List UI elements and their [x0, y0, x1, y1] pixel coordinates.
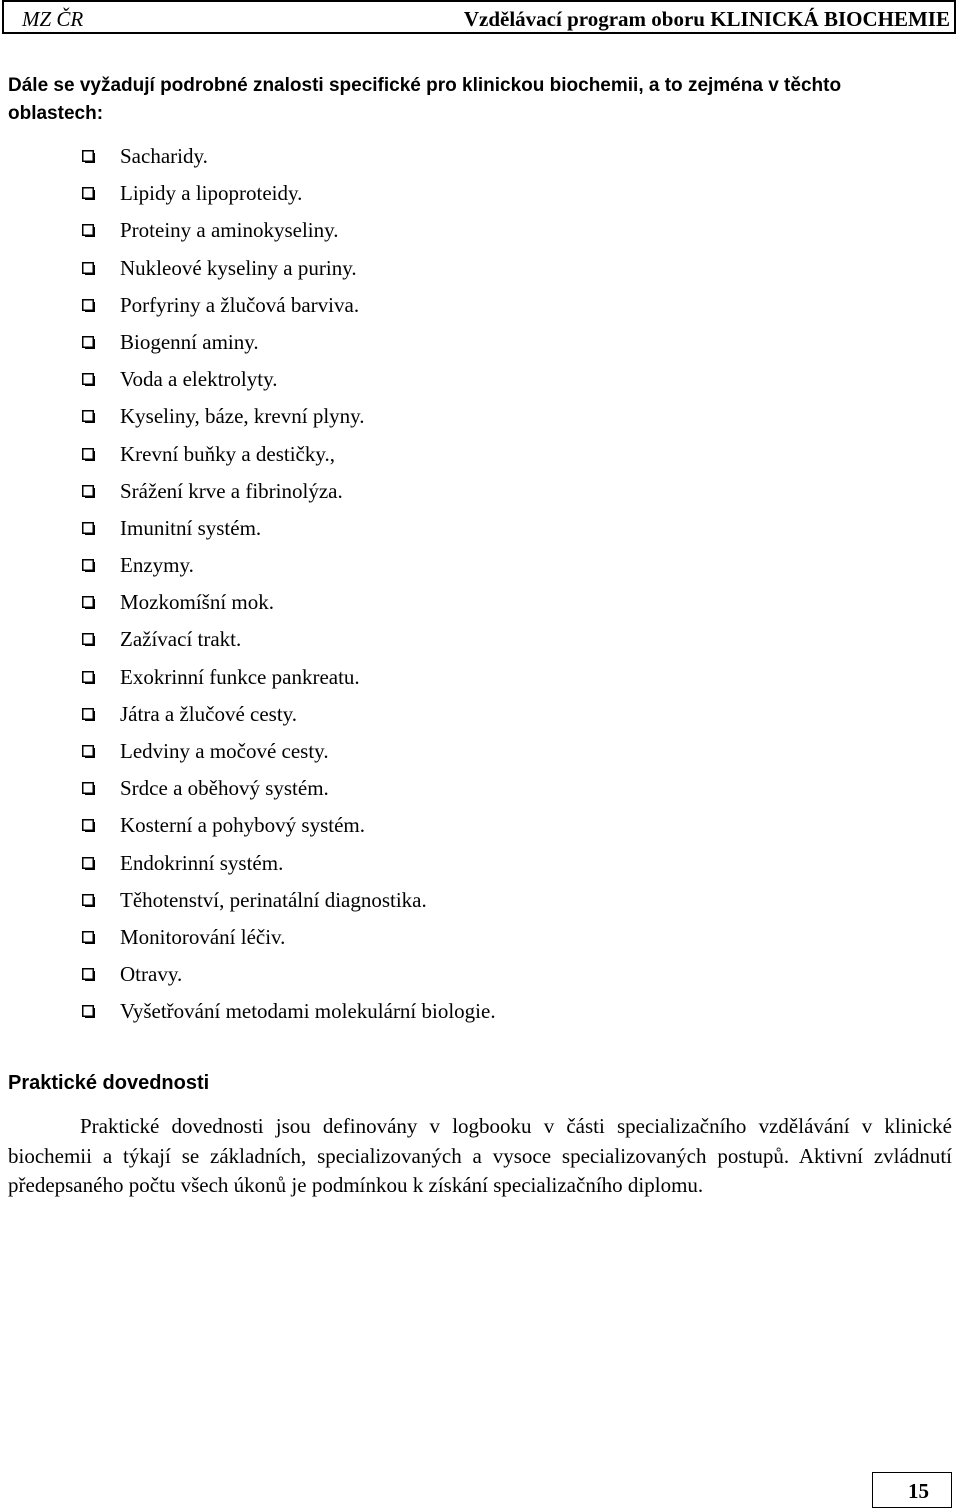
list-item-label: Zažívací trakt.: [120, 627, 242, 652]
checkbox-bullet-icon: [82, 410, 95, 423]
checkbox-bullet-icon: [82, 894, 95, 907]
checkbox-bullet-icon: [82, 559, 95, 572]
checkbox-bullet-icon: [82, 931, 95, 944]
list-item-label: Porfyriny a žlučová barviva.: [120, 292, 360, 317]
section-title: Praktické dovednosti: [8, 1072, 210, 1094]
page-header: [2, 0, 956, 34]
checkbox-bullet-icon: [82, 336, 95, 349]
list-item-label: Těhotenství, perinatální diagnostika.: [120, 887, 427, 912]
list-item-label: Srdce a oběhový systém.: [120, 776, 329, 801]
checkbox-bullet-icon: [82, 968, 95, 981]
list-item-label: Proteiny a aminokyseliny.: [120, 218, 339, 243]
checkbox-bullet-icon: [82, 224, 95, 237]
checkbox-bullet-icon: [82, 187, 95, 200]
list-item-label: Exokrinní funkce pankreatu.: [120, 664, 360, 689]
checkbox-bullet-icon: [82, 745, 95, 758]
list-item-label: Srážení krve a fibrinolýza.: [120, 478, 343, 503]
checkbox-bullet-icon: [82, 485, 95, 498]
checkbox-bullet-icon: [82, 1005, 95, 1018]
checkbox-bullet-icon: [82, 819, 95, 832]
checkbox-bullet-icon: [82, 262, 95, 275]
list-item-label: Biogenní aminy.: [120, 329, 259, 354]
header-left: MZ ČR: [22, 7, 84, 31]
list-item-label: Kosterní a pohybový systém.: [120, 813, 365, 838]
checkbox-bullet-icon: [82, 857, 95, 870]
list-item-label: Voda a elektrolyty.: [120, 367, 278, 392]
checkbox-bullet-icon: [82, 596, 95, 609]
list-item-label: Enzymy.: [120, 553, 194, 578]
list-item-label: Lipidy a lipoproteidy.: [120, 181, 303, 206]
page-number: 15: [872, 1472, 952, 1508]
list-item-label: Ledviny a močové cesty.: [120, 739, 329, 763]
header-right: Vzdělávací program oboru KLINICKÁ BIOCHEMIE: [463, 7, 950, 31]
checkbox-bullet-icon: [82, 448, 95, 461]
list-item-label: Monitorování léčiv.: [120, 924, 286, 949]
checkbox-bullet-icon: [82, 522, 95, 535]
list-item-label: Otravy.: [120, 962, 183, 987]
intro-paragraph: Dále se vyžadují podrobné znalosti specifické pro klinickou biochemii, a to zejména v těchto oblastech:: [8, 75, 842, 124]
list-item-label: Mozkomíšní mok.: [120, 590, 275, 615]
list-item-label: Sacharidy.: [120, 144, 208, 168]
checkbox-bullet-icon: [82, 373, 95, 386]
list-item-label: Imunitní systém.: [120, 515, 262, 540]
checkbox-bullet-icon: [82, 782, 95, 795]
checkbox-bullet-icon: [82, 299, 95, 312]
list-item-label: Krevní buňky a destičky.,: [120, 441, 336, 466]
list-item-label: Nukleové kyseliny a puriny.: [120, 255, 357, 280]
checkbox-bullet-icon: [82, 150, 95, 163]
checkbox-bullet-icon: [82, 671, 95, 684]
list-item-label: Kyseliny, báze, krevní plyny.: [120, 404, 365, 429]
list-item-label: Játra a žlučové cesty.: [120, 701, 298, 726]
checkbox-bullet-icon: [82, 633, 95, 646]
checkbox-bullet-icon: [82, 708, 95, 721]
list-item-label: Endokrinní systém.: [120, 850, 284, 875]
list-item-label: Vyšetřování metodami molekulární biologie.: [120, 999, 496, 1024]
body-paragraph: Praktické dovednosti jsou definovány v logbooku v části specializačního vzdělávání v klinické biochemii a týkají se základních, specializovaných a vysoce specializovaných postupů. Aktivní zvládnutí předepsaného počtu všech úkonů je podmínkou k získání specializačního diplomu.: [8, 1114, 952, 1197]
